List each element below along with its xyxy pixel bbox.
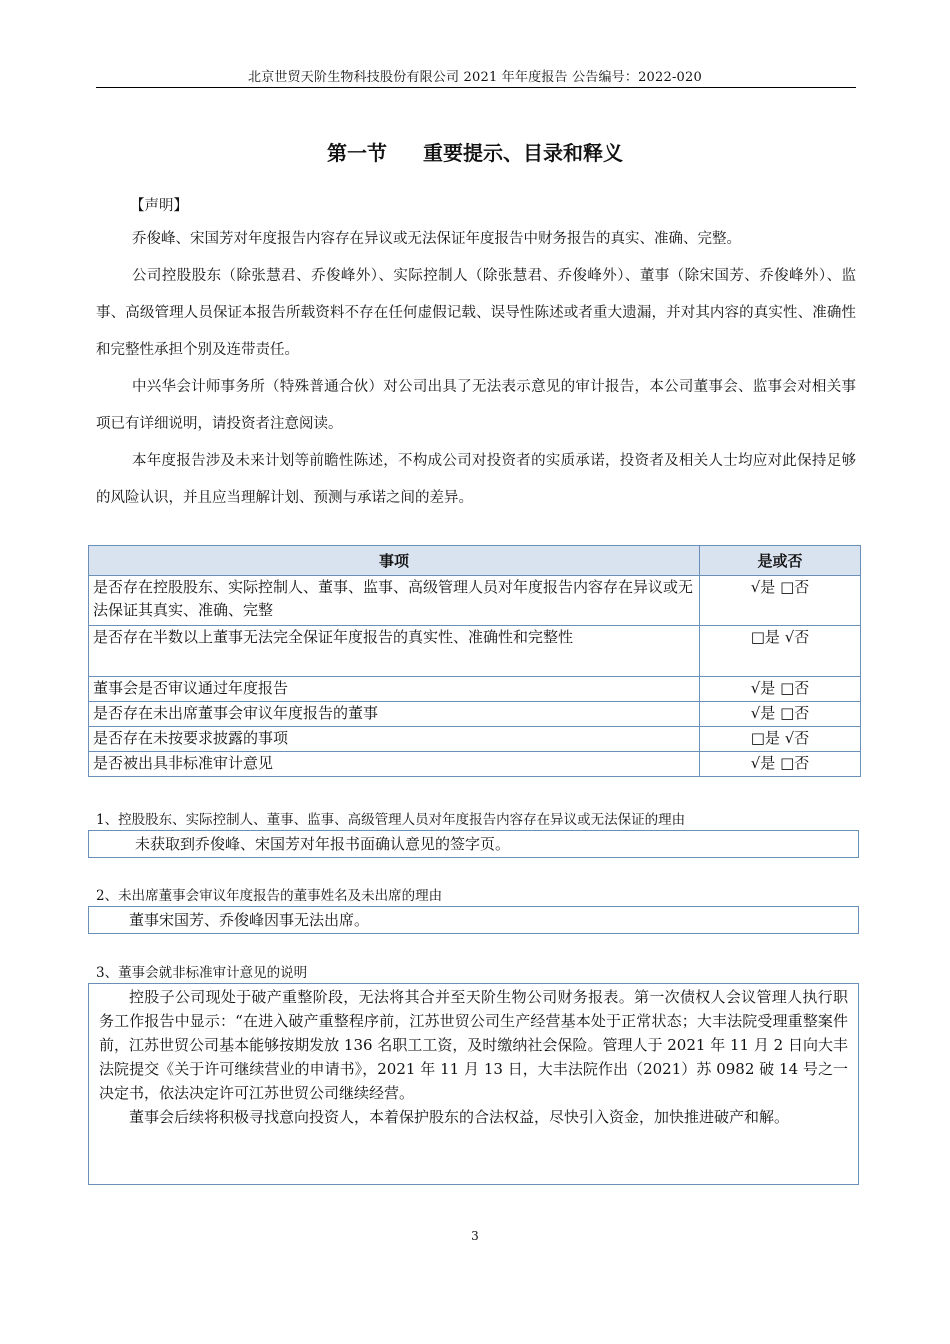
page-number: 3 xyxy=(471,1229,479,1243)
note-1-text: 未获取到乔俊峰、宋国芳对年报书面确认意见的签字页。 xyxy=(135,835,511,853)
table-cell-answer: √是 □否 xyxy=(700,752,861,777)
confirmation-table xyxy=(88,545,861,777)
note-3-paragraph-2: 董事会后续将积极寻找意向投资人，本着保护股东的合法权益，尽快引入资金，加快推进破产和解。 xyxy=(129,1108,790,1126)
table-row xyxy=(89,626,861,677)
statement-paragraph-1: 乔俊峰、宋国芳对年度报告内容存在异议或无法保证年度报告中财务报告的真实、准确、完整。 xyxy=(132,231,741,247)
column-header-yesno: 是或否 xyxy=(700,546,861,576)
table-cell-item: 董事会是否审议通过年度报告 xyxy=(89,677,700,702)
note-1-label: 1、控股股东、实际控制人、董事、监事、高级管理人员对年度报告内容存在异议或无法保证的理由 xyxy=(96,812,686,828)
table-cell-item: 是否存在未按要求披露的事项 xyxy=(89,727,700,752)
section-title xyxy=(96,137,854,166)
table-cell-answer: √是 □否 xyxy=(700,576,861,626)
page-header: 北京世贸天阶生物科技股份有限公司 2021 年年度报告 公告编号：2022-020 xyxy=(248,70,702,85)
table-header-row xyxy=(89,546,861,576)
note-1-box xyxy=(88,830,859,858)
table-cell-answer: √是 □否 xyxy=(700,702,861,727)
table-row xyxy=(89,752,861,777)
column-header-item: 事项 xyxy=(89,546,700,576)
table-row xyxy=(89,677,861,702)
note-3-paragraph-1: 控股子公司现处于破产重整阶段，无法将其合并至天阶生物公司财务报表。第一次债权人会议管理人执行职务工作报告中显示：“在进入破产重整程序前，江苏世贸公司生产经营基本处于正常状态；大丰法院受理重整案件前，江苏世贸公司基本能够按期发放 136 名职工工资，及时缴纳社会保险。管理人于 2021 年 11 月 2 日向大丰法院提交《关于许可继续营业的申请书》，2021 年 11 月 13 日，大丰法院作出（2021）苏 0982 破 14 号之一决定书，依法决定许可江苏世贸公司继续经营。 xyxy=(99,988,848,1102)
section-number: 第一节 xyxy=(327,141,387,165)
table-row xyxy=(89,576,861,626)
statement-paragraph-2: 公司控股股东（除张慧君、乔俊峰外）、实际控制人（除张慧君、乔俊峰外）、董事（除宋国芳、乔俊峰外）、监事、高级管理人员保证本报告所载资料不存在任何虚假记载、误导性陈述或者重大遗漏，并对其内容的真实性、准确性和完整性承担个别及连带责任。 xyxy=(96,268,856,358)
note-2-text: 董事宋国芳、乔俊峰因事无法出席。 xyxy=(129,911,370,929)
header-rule xyxy=(96,87,856,88)
statement-paragraph-3: 中兴华会计师事务所（特殊普通合伙）对公司出具了无法表示意见的审计报告，本公司董事会、监事会对相关事项已有详细说明，请投资者注意阅读。 xyxy=(96,379,856,432)
note-3-label: 3、董事会就非标准审计意见的说明 xyxy=(96,965,308,981)
table-row xyxy=(89,702,861,727)
note-3-box xyxy=(88,983,859,1185)
table-cell-item: 是否存在控股股东、实际控制人、董事、监事、高级管理人员对年度报告内容存在异议或无法保证其真实、准确、完整 xyxy=(89,576,700,626)
table-cell-item: 是否被出具非标准审计意见 xyxy=(89,752,700,777)
table-cell-answer: √是 □否 xyxy=(700,677,861,702)
section-title-text: 重要提示、目录和释义 xyxy=(423,141,623,165)
table-row xyxy=(89,727,861,752)
note-2-box xyxy=(88,906,859,934)
table-cell-item: 是否存在未出席董事会审议年度报告的董事 xyxy=(89,702,700,727)
table-cell-item: 是否存在半数以上董事无法完全保证年度报告的真实性、准确性和完整性 xyxy=(89,626,700,677)
statement-paragraph-4: 本年度报告涉及未来计划等前瞻性陈述，不构成公司对投资者的实质承诺，投资者及相关人士均应对此保持足够的风险认识，并且应当理解计划、预测与承诺之间的差异。 xyxy=(96,453,856,506)
table-cell-answer: □是 √否 xyxy=(700,626,861,677)
statement-label: 【声明】 xyxy=(130,198,188,214)
table-cell-answer: □是 √否 xyxy=(700,727,861,752)
note-2-label: 2、未出席董事会审议年度报告的董事姓名及未出席的理由 xyxy=(96,888,443,904)
